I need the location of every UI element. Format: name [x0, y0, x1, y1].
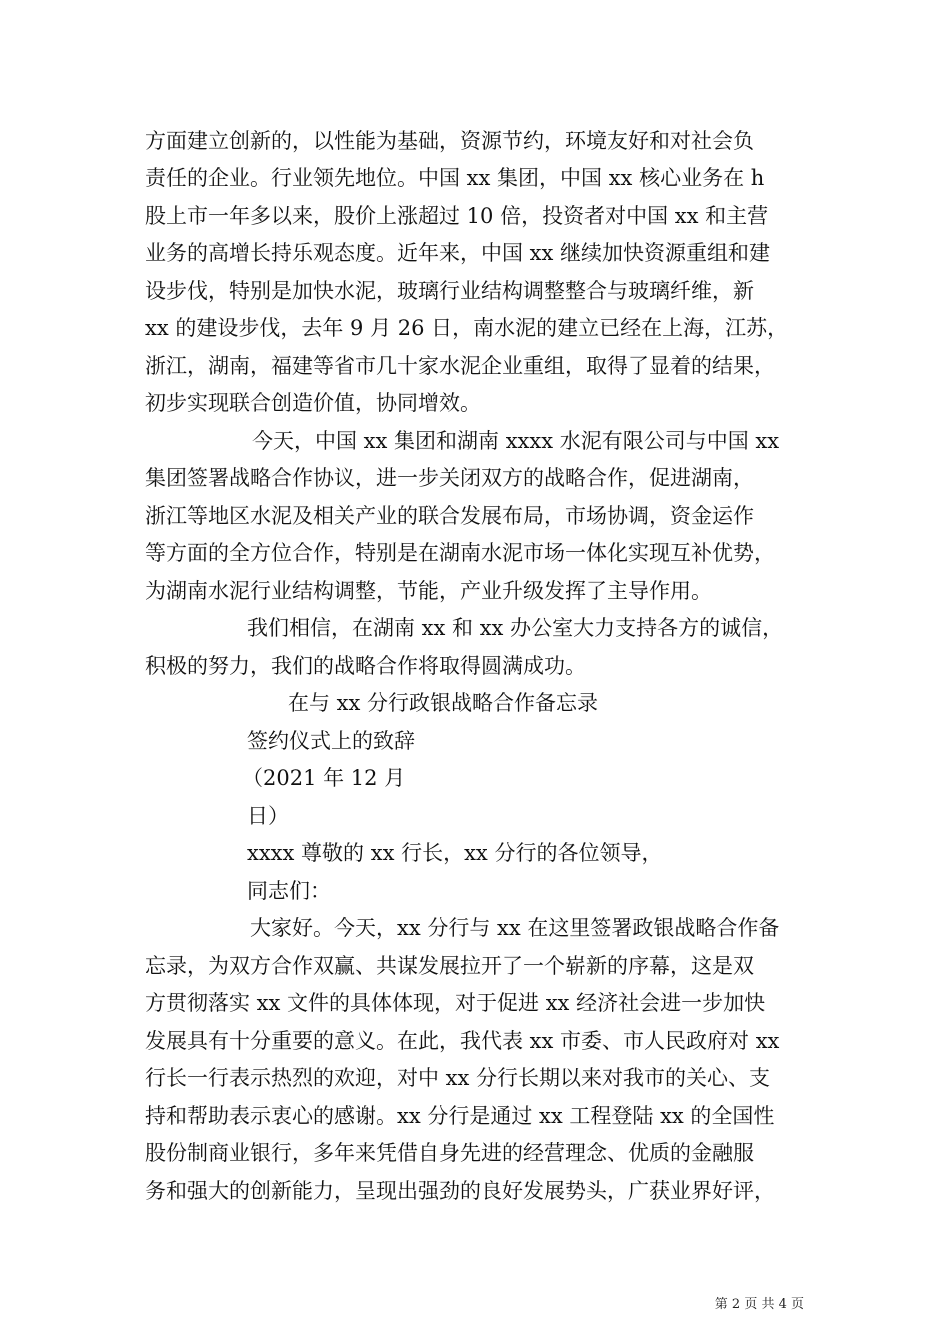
page-number-footer: 第 2 页 共 4 页	[714, 1297, 804, 1312]
text-line-5: 设步伐，特别是加快水泥，玻璃行业结构调整整合与玻璃纤维，新	[145, 279, 754, 303]
speech-date-line-2: 日）	[247, 804, 289, 828]
text-line-11: 浙江等地区水泥及相关产业的联合发展布局，市场协调，资金运作	[145, 504, 754, 528]
text-line-2: 责任的企业。行业领先地位。中国 xx 集团，中国 xx 核心业务在 h	[145, 166, 765, 190]
text-line-10: 集团签署战略合作协议，进一步关闭双方的战略合作，促进湖南，	[145, 466, 754, 490]
text-line-1: 方面建立创新的，以性能为基础，资源节约，环境友好和对社会负	[145, 129, 754, 153]
text-line-12: 等方面的全方位合作，特别是在湖南水泥市场一体化实现互补优势，	[145, 541, 775, 565]
text-line-26: 行长一行表示热烈的欢迎，对中 xx 分行长期以来对我市的关心、支	[145, 1066, 771, 1090]
text-line-7: 浙江，湖南，福建等省市几十家水泥企业重组，取得了显着的结果，	[145, 354, 775, 378]
text-line-15: 积极的努力，我们的战略合作将取得圆满成功。	[145, 654, 586, 678]
text-line-8: 初步实现联合创造价值，协同增效。	[145, 391, 481, 415]
text-line-6: xx 的建设步伐，去年 9 月 26 日，南水泥的建立已经在上海，江苏，	[145, 316, 789, 340]
text-line-9: 今天，中国 xx 集团和湖南 xxxx 水泥有限公司与中国 xx	[252, 429, 780, 453]
text-line-22: 大家好。今天，xx 分行与 xx 在这里签署政银战略合作备	[250, 916, 780, 940]
text-line-28: 股份制商业银行，多年来凭借自身先进的经营理念、优质的金融服	[145, 1141, 754, 1165]
text-line-24: 方贯彻落实 xx 文件的具体体现，对于促进 xx 经济社会进一步加快	[145, 991, 766, 1015]
text-line-14: 我们相信，在湖南 xx 和 xx 办公室大力支持各方的诚信，	[247, 616, 784, 640]
text-line-29: 务和强大的创新能力，呈现出强劲的良好发展势头，广获业界好评，	[145, 1179, 775, 1203]
salutation-line-2: 同志们：	[247, 879, 331, 903]
speech-title-line-1: 在与 xx 分行政银战略合作备忘录	[288, 691, 599, 715]
text-line-3: 股上市一年多以来，股价上涨超过 10 倍，投资者对中国 xx 和主营	[145, 204, 769, 228]
salutation-line-1: xxxx 尊敬的 xx 行长，xx 分行的各位领导，	[247, 841, 663, 865]
text-line-25: 发展具有十分重要的意义。在此，我代表 xx 市委、市人民政府对 xx	[145, 1029, 780, 1053]
text-line-27: 持和帮助表示衷心的感谢。xx 分行是通过 xx 工程登陆 xx 的全国性	[145, 1104, 775, 1128]
speech-title-line-2: 签约仪式上的致辞	[247, 729, 415, 753]
speech-date-line-1: （2021 年 12 月	[242, 766, 406, 790]
text-line-4: 业务的高增长持乐观态度。近年来，中国 xx 继续加快资源重组和建	[145, 241, 771, 265]
text-line-23: 忘录，为双方合作双赢、共谋发展拉开了一个崭新的序幕，这是双	[145, 954, 754, 978]
text-line-13: 为湖南水泥行业结构调整，节能，产业升级发挥了主导作用。	[145, 579, 712, 603]
